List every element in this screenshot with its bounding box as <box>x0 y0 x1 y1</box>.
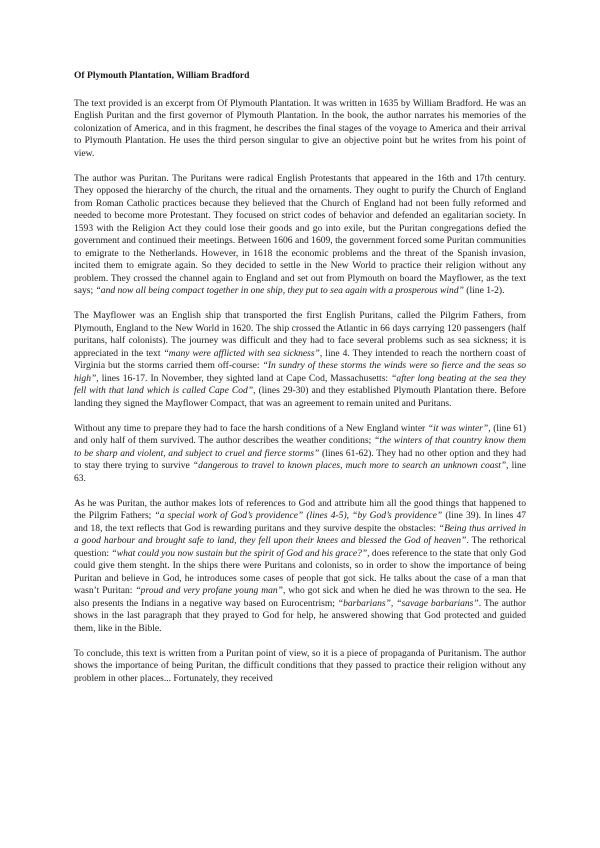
quotation: “a special work of God’s providence” (lines 4-5), “by God’s providence” <box>154 510 443 521</box>
quotation: “proud and very profane young man” <box>135 585 283 596</box>
paragraph-text: , line 4. They intended to reach the northern coast of Virginia but the storms carried them off-course: <box>74 347 526 371</box>
quotation: “the winters of that country know them to be sharp and violent, and subject to cruel and fierce storms” <box>74 435 526 459</box>
paragraph-text: , lines 16-17. In November, they sighted land at Cape Cod, Massachusetts: <box>96 372 392 384</box>
paragraph-text: , line 63. <box>74 460 526 484</box>
quotation: “what could you now sustain but the spirit of God and his grace?” <box>111 547 368 559</box>
paragraph-text: , (line 61) and only half of them survived. The author describes the weather conditions; <box>74 422 527 446</box>
document-title: Of Plymouth Plantation, William Bradford <box>74 70 250 81</box>
quotation: “barbarians”, “savage barbarians” <box>337 597 479 609</box>
paragraph <box>74 310 526 410</box>
paragraph <box>74 498 526 636</box>
paragraph <box>74 173 526 298</box>
paragraph-text: (line 1-2). <box>463 285 505 296</box>
paragraph-text: (lines 61-62). They had no other option and they had to stay there trying to survive <box>74 447 526 471</box>
quotation: “after long beating at the sea they fell with that land which is called Cape Cod” <box>74 372 526 396</box>
quotation: “In sundry of these storms the winds were so fierce and the seas so high” <box>74 360 526 384</box>
quotation: “dangerous to travel to known places, much more to search an unknown coast” <box>192 460 507 471</box>
paragraph <box>74 423 526 486</box>
paragraph-text: To conclude, this text is written from a Puritan point of view, so it is a piece of propaganda of Puritanism. The author shows the importance of being Puritan, the difficult conditions that they passed to practice their religion without any problem in other places... Fortunately, they received <box>74 647 526 684</box>
paragraph-text: The Mayflower was an English ship that transported the first English Puritans, called the Pilgrim Fathers, from Plymouth, England to the New World in 1620. The ship crossed the Atlantic in 66 days carrying 120 passengers (half puritans, half colonists). The journey was difficult and they had to face several problems such as sea sickness; it is appreciated in the text <box>74 310 526 359</box>
paragraph-text: , does reference to the state that only God could give them stenght. In the ships there were Puritans and colonists, so in order to show the importance of being Puritan and believe in God, he introduces some cases of people that got sick. He talks about the case of a man that wasn’t Puritan: <box>74 547 527 596</box>
paragraph-text: Without any time to prepare they had to face the harsh conditions of a New England winter <box>74 422 428 434</box>
paragraph-text: , (lines 29-30) and they established Plymouth Plantation there. Before landing they signed the Mayflower Compact, that was an agreement to remain united and Puritans. <box>74 385 526 409</box>
paragraph-text: . The rethorical question: <box>74 535 527 559</box>
paragraph-text: (line 39). In lines 47 and 18, the text reflects that God is rewarding puritans and they survive despite the obstacles: <box>74 510 526 534</box>
quotation: “many were afflicted with sea sickness” <box>163 347 320 359</box>
paragraph <box>74 98 526 161</box>
paragraph-text: As he was Puritan, the author makes lots of references to God and attribute him all the good things that happened to the Pilgrim Fathers; <box>74 497 526 521</box>
paragraph-text: , who got sick and when he died he was thrown to the sea. He also presents the Indians in a negative way based on Eurocentrism; <box>74 585 526 609</box>
document-body <box>74 98 526 686</box>
paragraph-text: The author was Puritan. The Puritans were radical English Protestants that appeared in the 16th and 17th century. They opposed the hierarchy of the church, the ritual and the ornaments. They ought to purify the Church of England from Roman Catholic practices because they believed that the Church of England had not been fully reformed and needed to become more Protestant. They focused on strict codes of behavior and defended an egalitarian society. In 1593 with the Religion Act they could lose their goods and go into exile, but the Puritan congregations defied the government and continued their meetings. Between 1606 and 1609, the government forced some Puritan communities to emigrate to the Netherlands. However, in 1618 the economic problems and the threat of the Spanish invasion, incited them to emigrate again. So they decided to settle in the New World to practice their religion without any problem. They crossed the channel again to England and set out from Plymouth on board the Mayflower, as the text says; <box>74 172 526 296</box>
quotation: “it was winter” <box>427 422 489 434</box>
quotation: “and now all being compact together in one ship, they put to sea again with a prosperous wind” <box>95 285 464 296</box>
paragraph <box>74 648 526 686</box>
paragraph-text: The text provided is an excerpt from Of Plymouth Plantation. It was written in 1635 by William Bradford. He was an English Puritan and the first governor of Plymouth Plantation. In the book, the author narrates his memories of the colonization of America, and in this fragment, he describes the final stages of the voyage to America and their arrival to Plymouth Plantation. He uses the third person singular to give an objective point but he writes from his point of view. <box>74 97 526 159</box>
paragraph-text: . The author shows in the last paragraph that they prayed to God for help, he answered showing that God protected and guided them, like in the Bible. <box>74 597 526 634</box>
quotation: “Being thus arrived in a good harbour and brought safe to land, they fell upon their knees and blessed the God of heaven” <box>74 522 527 546</box>
